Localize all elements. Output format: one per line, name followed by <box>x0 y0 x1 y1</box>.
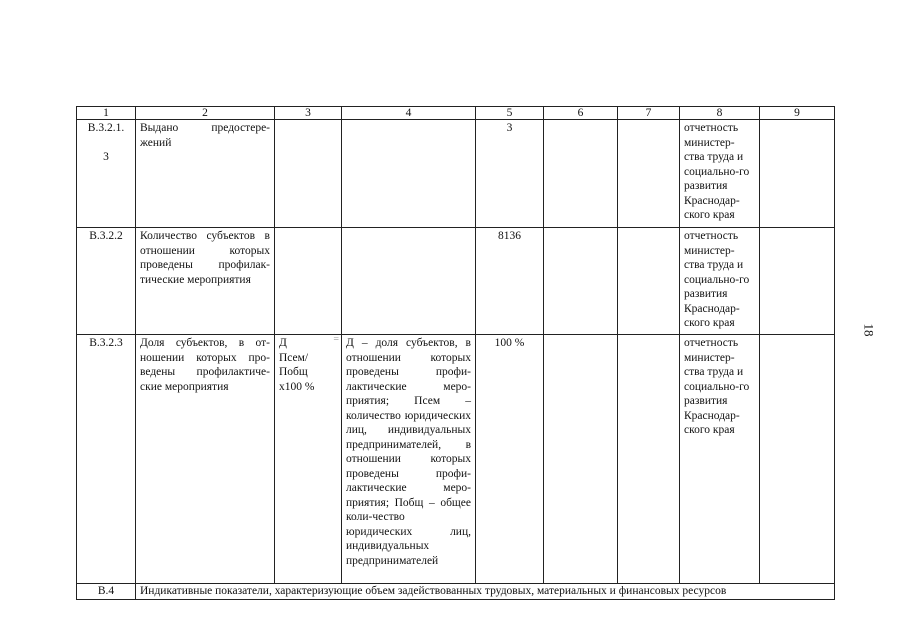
data-source: отчетность министер-ства труда и социально-го развития Краснодар-ского края <box>680 120 760 228</box>
col-header-5: 5 <box>476 107 544 120</box>
indicator-name: Доля субъектов, в от-ношении которых про-ведены профилактиче-ские мероприятия <box>136 335 275 584</box>
column-7-cell <box>618 228 680 335</box>
col-header-6: 6 <box>544 107 618 120</box>
data-source: отчетность министер-ства труда и социально-го развития Краснодар-ского края <box>680 335 760 584</box>
formula-line: Псем/ <box>279 351 309 364</box>
table-row <box>77 228 835 335</box>
col-header-7: 7 <box>618 107 680 120</box>
formula-mark: = <box>333 334 339 345</box>
section-code: В.4 <box>77 584 136 600</box>
table-row <box>77 335 835 584</box>
indicator-name: Выдано предостере-жений <box>136 120 275 228</box>
col-header-8: 8 <box>680 107 760 120</box>
column-6-cell <box>544 120 618 228</box>
section-row <box>77 584 835 600</box>
section-title: Индикативные показатели, характеризующие объем задействованных трудовых, материальных и финансовых ресурсов <box>136 584 835 600</box>
formula-line: x100 % <box>279 380 315 393</box>
col-header-3: 3 <box>275 107 342 120</box>
column-6-cell <box>544 335 618 584</box>
formula-cell <box>275 120 342 228</box>
indicator-value: 100 % <box>476 335 544 584</box>
column-9-cell <box>760 228 835 335</box>
indicator-value: 8136 <box>476 228 544 335</box>
col-header-9: 9 <box>760 107 835 120</box>
formula-line: Д <box>279 337 287 349</box>
indicator-code: В.3.2.3 <box>77 335 136 584</box>
page-number: 18 <box>861 323 877 337</box>
column-6-cell <box>544 228 618 335</box>
col-header-4: 4 <box>342 107 476 120</box>
formula-cell <box>275 335 342 584</box>
column-7-cell <box>618 120 680 228</box>
formula-description <box>342 120 476 228</box>
column-9-cell <box>760 335 835 584</box>
indicator-code: В.3.2.1. <box>87 122 125 134</box>
formula-line: Побщ <box>279 366 308 378</box>
indicator-code-suffix: 3 <box>103 150 109 163</box>
data-source: отчетность министер-ства труда и социально-го развития Краснодар-ского края <box>680 228 760 335</box>
indicator-value: 3 <box>476 120 544 228</box>
table-row <box>77 120 835 228</box>
indicator-code-cell <box>77 120 136 228</box>
col-header-2: 2 <box>136 107 275 120</box>
formula-description <box>342 228 476 335</box>
column-7-cell <box>618 335 680 584</box>
formula-cell <box>275 228 342 335</box>
col-header-1: 1 <box>77 107 136 120</box>
column-9-cell <box>760 120 835 228</box>
indicator-name: Количество субъектов в отношении которых проведены профилак-тические мероприятия <box>136 228 275 335</box>
header-row <box>77 107 835 120</box>
formula-description: Д – доля субъектов, в отношении которых проведены профи-лактические меро-приятия; Псем – количество юридических лиц, индивидуальных предпринимателей, в отношении которых проведены профи-лактические меро-приятия; Побщ – общее коли-чество юридических лиц, индивидуальных предпринимателей <box>342 335 476 584</box>
indicator-code: В.3.2.2 <box>77 228 136 335</box>
indicators-table <box>76 106 835 600</box>
